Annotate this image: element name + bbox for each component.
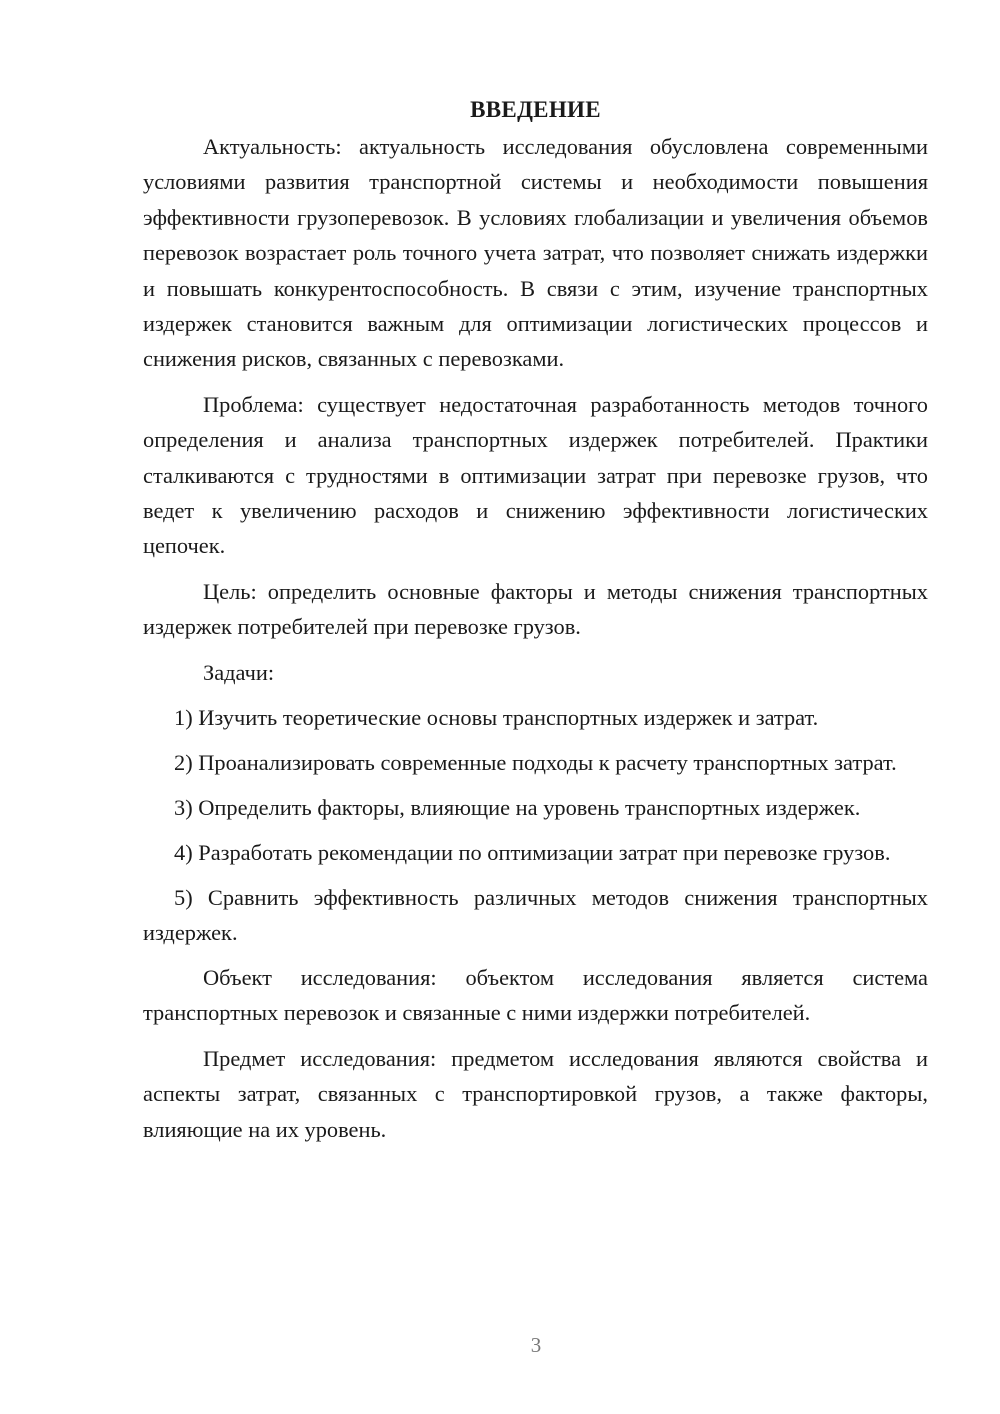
paragraph-goal: Цель: определить основные факторы и методы снижения транспортных издержек потребителей при перевозке грузов. (143, 578, 928, 640)
tasks-heading: Задачи: (203, 659, 275, 685)
task-item: 1) Изучить теоретические основы транспортных издержек и затрат. (174, 705, 819, 731)
task-item: 3) Определить факторы, влияющие на уровень транспортных издержек. (174, 794, 861, 820)
paragraph-subject: Предмет исследования: предметом исследования являются свойства и аспекты затрат, связанных с транспортировкой грузов, а также факторы, влияющие на их уровень. (143, 1045, 928, 1142)
task-item: 5) Сравнить эффективность различных методов снижения транспортных издержек. (143, 884, 928, 946)
section-title: ВВЕДЕНИЕ (470, 97, 601, 122)
document-page (143, 92, 928, 1157)
paragraph-object: Объект исследования: объектом исследования является система транспортных перевозок и связанные с ними издержки потребителей. (143, 965, 928, 1026)
task-item: 2) Проанализировать современные подходы к расчету транспортных затрат. (174, 750, 897, 775)
task-item: 4) Разработать рекомендации по оптимизации затрат при перевозке грузов. (174, 839, 891, 865)
paragraph-relevance: Актуальность: актуальность исследования обусловлена современными условиями развития транспортной системы и необходимости повышения эффективности грузоперевозок. В условиях глобализации и увеличения объемов перевозок возрастает роль точного учета затрат, что позволяет снижать издержки и повышать конкурентоспособность. В связи с этим, изучение транспортных издержек становится важным для оптимизации логистических процессов и снижения рисков, связанных с перевозками. (143, 134, 928, 372)
page-number: 3 (530, 1333, 542, 1357)
paragraph-problem: Проблема: существует недостаточная разработанность методов точного определения и анализа транспортных издержек потребителей. Практики сталкиваются с трудностями в оптимизации затрат при перевозке грузов, что ведет к увеличению расходов и снижению эффективности логистических цепочек. (143, 391, 928, 559)
